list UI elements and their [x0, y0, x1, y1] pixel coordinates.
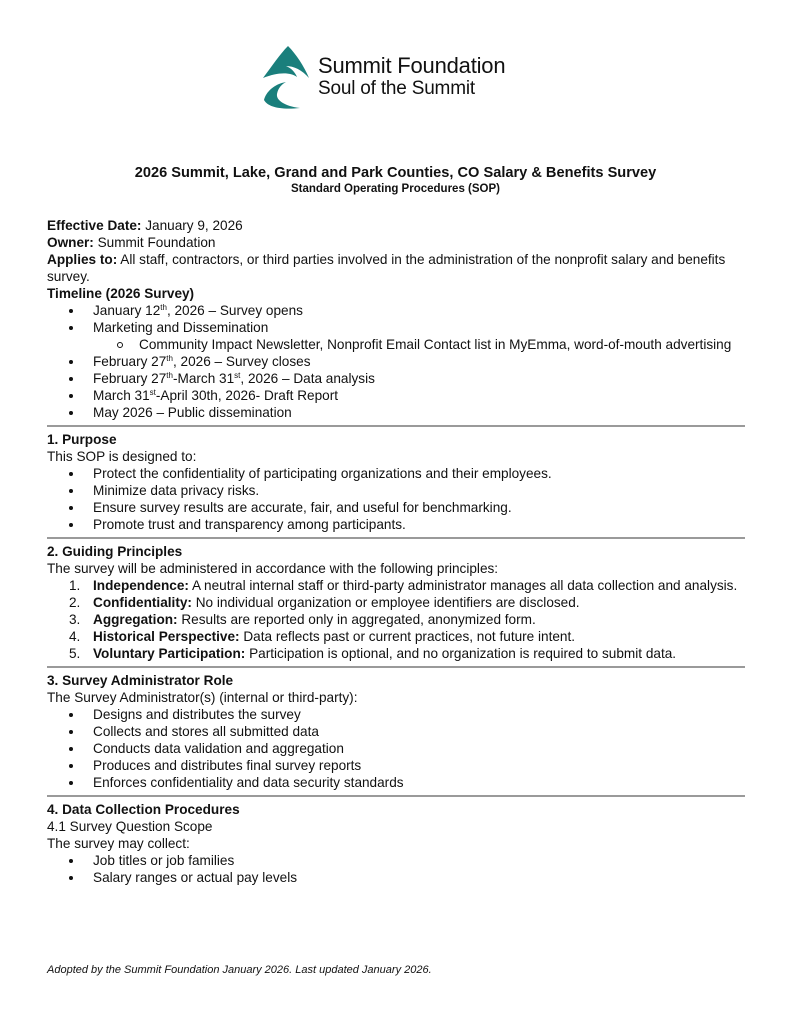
summit-mountain-logo-icon: [260, 44, 310, 110]
section-divider: [47, 666, 745, 668]
principles-intro: The survey will be administered in accordance with the following principles:: [47, 561, 499, 576]
list-item: Job titles or job families: [47, 852, 747, 869]
list-item: Salary ranges or actual pay levels: [47, 869, 747, 886]
owner: [47, 234, 747, 251]
logo: [260, 44, 505, 110]
list-item: Designs and distributes the survey: [47, 706, 747, 723]
section-divider: [47, 425, 745, 427]
effective-date-value: January 9, 2026: [141, 218, 243, 233]
admin-role-intro: The Survey Administrator(s) (internal or third-party):: [47, 690, 358, 705]
timeline-item: January 12th, 2026 – Survey opens: [47, 302, 747, 319]
list-item: 1. Independence: A neutral internal staff or third-party administrator manages all data collection and analysis.: [69, 578, 738, 593]
footer-note: Adopted by the Summit Foundation January 2026. Last updated January 2026.: [47, 964, 432, 976]
timeline-list-cont: [47, 353, 747, 421]
list-item: Minimize data privacy risks.: [47, 482, 747, 499]
document-body: [47, 217, 747, 886]
principles-list: [47, 577, 747, 662]
list-item: Promote trust and transparency among participants.: [47, 516, 747, 533]
data-collection-list: [47, 852, 747, 886]
list-item: Conducts data validation and aggregation: [47, 740, 747, 757]
effective-date: [47, 217, 747, 234]
timeline-list: [47, 302, 747, 336]
list-item: Protect the confidentiality of participating organizations and their employees.: [47, 465, 747, 482]
section-heading-data-collection: 4. Data Collection Procedures: [47, 802, 240, 817]
purpose-intro: This SOP is designed to:: [47, 449, 197, 464]
timeline-subitem: Community Impact Newsletter, Nonprofit Email Contact list in MyEmma, word-of-mouth advertising: [47, 336, 747, 353]
applies-to-value: All staff, contractors, or third parties involved in the administration of the nonprofit salary and benefits survey.: [47, 252, 726, 284]
purpose-list: [47, 465, 747, 533]
list-item: Ensure survey results are accurate, fair, and useful for benchmarking.: [47, 499, 747, 516]
section-heading-purpose: 1. Purpose: [47, 432, 117, 447]
timeline-item: Marketing and Dissemination: [47, 319, 747, 336]
section-heading-admin-role: 3. Survey Administrator Role: [47, 673, 234, 688]
document-title: 2026 Summit, Lake, Grand and Park Counties, CO Salary & Benefits Survey: [134, 165, 657, 181]
timeline-sublist: [47, 336, 747, 353]
list-item: Collects and stores all submitted data: [47, 723, 747, 740]
list-item: 3. Aggregation: Results are reported only in aggregated, anonymized form.: [69, 612, 536, 627]
timeline-item: March 31st-April 30th, 2026- Draft Report: [47, 387, 747, 404]
logo-tagline: Soul of the Summit: [318, 78, 475, 99]
owner-value: Summit Foundation: [93, 235, 216, 250]
section-divider: [47, 795, 745, 797]
list-item: 4. Historical Perspective: Data reflects past or current practices, not future intent.: [69, 629, 576, 644]
list-item: Enforces confidentiality and data security standards: [47, 774, 747, 791]
timeline-item: February 27th, 2026 – Survey closes: [47, 353, 747, 370]
applies-to-label: Applies to:: [47, 252, 118, 267]
data-collection-intro: The survey may collect:: [47, 836, 190, 851]
timeline-heading: Timeline (2026 Survey): [47, 286, 195, 301]
admin-role-list: [47, 706, 747, 791]
effective-date-label: Effective Date:: [47, 218, 142, 233]
section-divider: [47, 537, 745, 539]
logo-name: Summit Foundation: [318, 53, 506, 78]
data-collection-subheading: 4.1 Survey Question Scope: [47, 819, 213, 834]
list-item: 2. Confidentiality: No individual organization or employee identifiers are disclosed.: [69, 595, 580, 610]
list-item: Produces and distributes final survey reports: [47, 757, 747, 774]
document-subtitle: Standard Operating Procedures (SOP): [291, 183, 500, 195]
section-heading-principles: 2. Guiding Principles: [47, 544, 183, 559]
timeline-item: May 2026 – Public dissemination: [47, 404, 747, 421]
timeline-item: February 27th-March 31st, 2026 – Data analysis: [47, 370, 747, 387]
applies-to: [47, 251, 747, 285]
list-item: 5. Voluntary Participation: Participation is optional, and no organization is required to submit data.: [69, 646, 677, 661]
owner-label: Owner:: [47, 235, 94, 250]
